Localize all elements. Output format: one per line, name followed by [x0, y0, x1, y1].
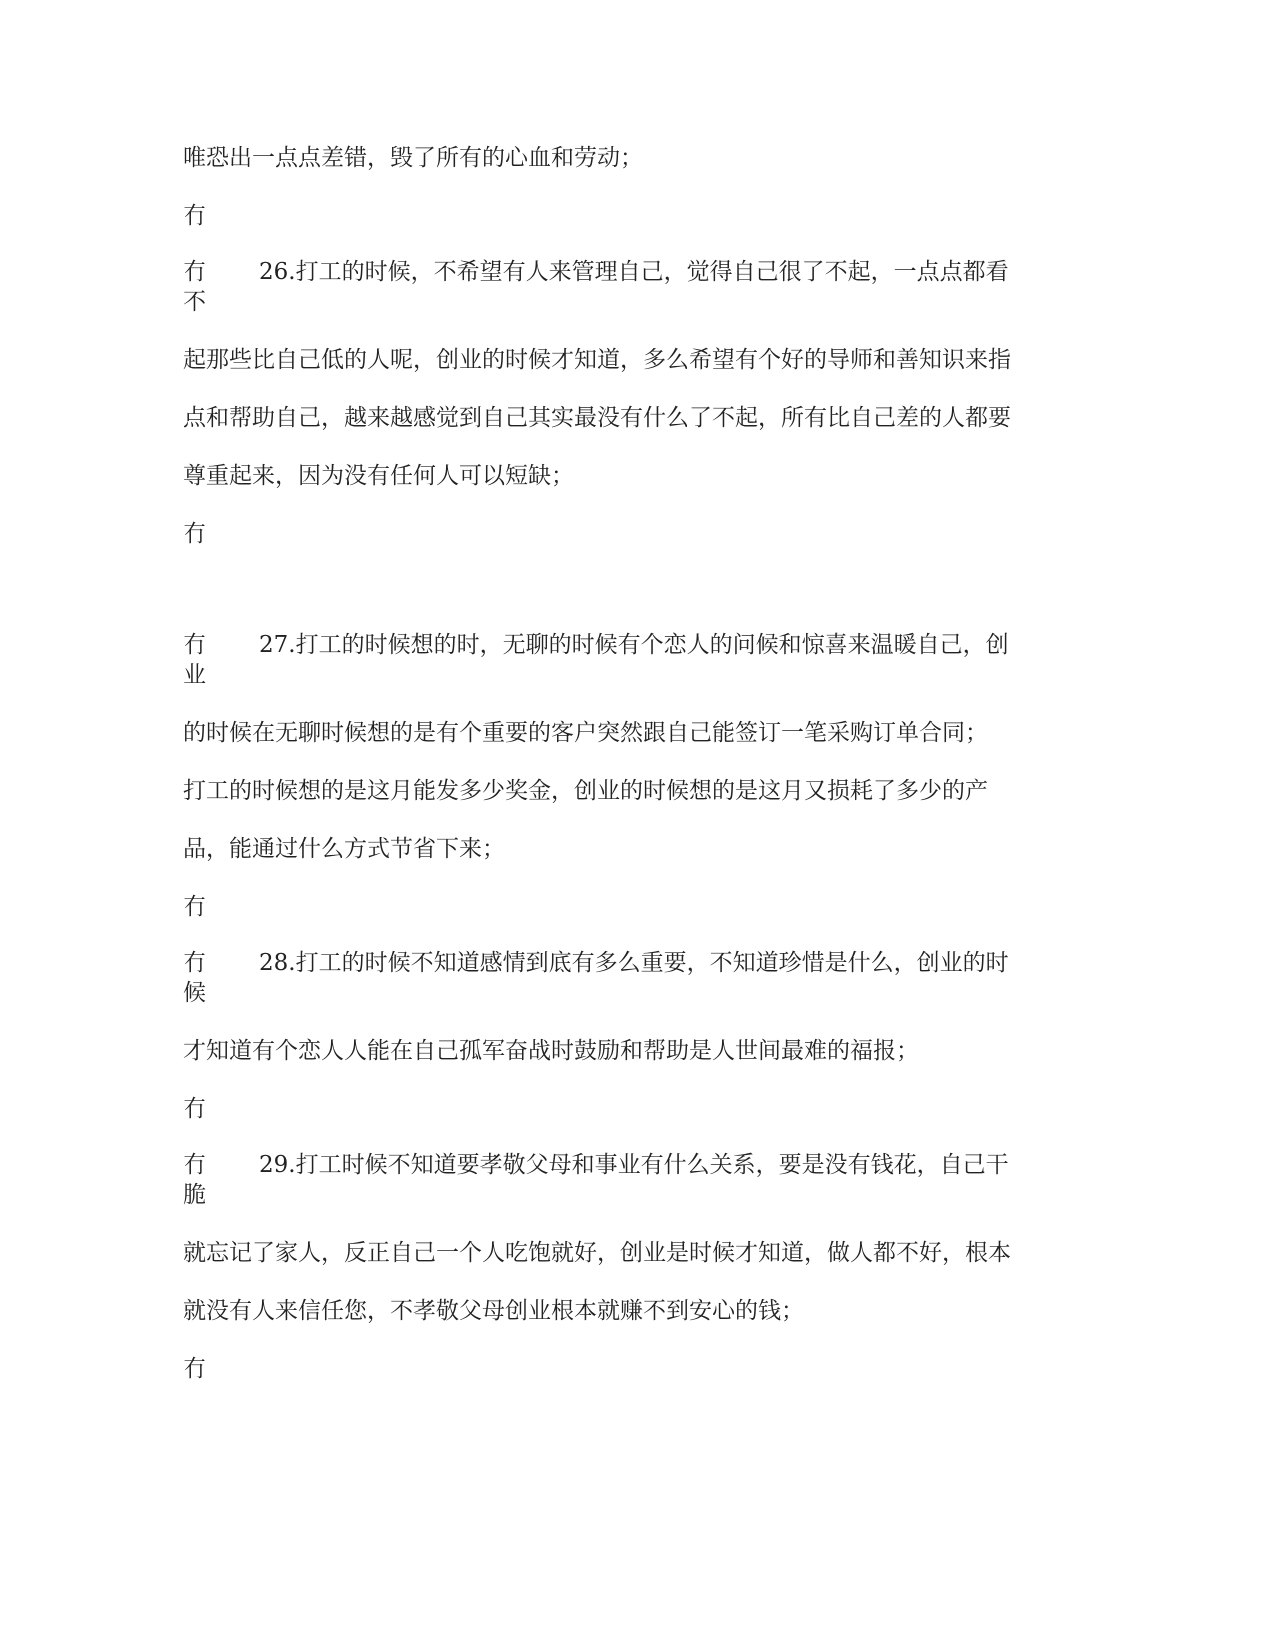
- text-line: 起那些比自己低的人呢，创业的时候才知道，多么希望有个好的导师和善知识来指: [183, 347, 1011, 373]
- item-marker: 冇: [183, 259, 206, 285]
- marker-glyph: 冇: [183, 203, 206, 229]
- item-heading: 27.打工的时候想的时，无聊的时候有个恋人的问候和惊喜来温暖自己，创: [259, 632, 1009, 658]
- marker-glyph: 冇: [183, 521, 206, 547]
- item-marker: 冇: [183, 1152, 206, 1178]
- marker-glyph: 冇: [183, 1356, 206, 1382]
- text-line: 打工的时候想的是这月能发多少奖金，创业的时候想的是这月又损耗了多少的产: [183, 778, 988, 804]
- item-heading: 26.打工的时候，不希望有人来管理自己，觉得自己很了不起，一点点都看: [259, 259, 1009, 285]
- item-wrap-char: 候: [183, 980, 206, 1006]
- item-wrap-char: 脆: [183, 1182, 206, 1208]
- item-heading: 28.打工的时候不知道感情到底有多么重要，不知道珍惜是什么，创业的时: [259, 950, 1009, 976]
- text-line: 尊重起来，因为没有任何人可以短缺；: [183, 463, 574, 489]
- text-line: 点和帮助自己，越来越感觉到自己其实最没有什么了不起，所有比自己差的人都要: [183, 405, 1011, 431]
- item-marker: 冇: [183, 950, 206, 976]
- text-line: 就没有人来信任您，不孝敬父母创业根本就赚不到安心的钱；: [183, 1298, 804, 1324]
- text-line: 才知道有个恋人人能在自己孤军奋战时鼓励和帮助是人世间最难的福报；: [183, 1038, 919, 1064]
- item-marker-wrap: [183, 257, 221, 317]
- item-marker-wrap: [183, 1150, 221, 1210]
- item-marker-wrap: [183, 948, 221, 1008]
- item-heading: 29.打工时候不知道要孝敬父母和事业有什么关系，要是没有钱花，自己干: [259, 1152, 1009, 1178]
- item-wrap-char: 不: [183, 289, 206, 315]
- text-line: 品，能通过什么方式节省下来；: [183, 836, 505, 862]
- text-line: 唯恐出一点点差错，毁了所有的心血和劳动；: [183, 145, 643, 171]
- text-line: 的时候在无聊时候想的是有个重要的客户突然跟自己能签订一笔采购订单合同；: [183, 720, 988, 746]
- marker-glyph: 冇: [183, 1096, 206, 1122]
- marker-glyph: 冇: [183, 894, 206, 920]
- item-wrap-char: 业: [183, 662, 206, 688]
- text-line: 就忘记了家人，反正自己一个人吃饱就好，创业是时候才知道，做人都不好，根本: [183, 1240, 1011, 1266]
- item-marker: 冇: [183, 632, 206, 658]
- item-marker-wrap: [183, 630, 221, 690]
